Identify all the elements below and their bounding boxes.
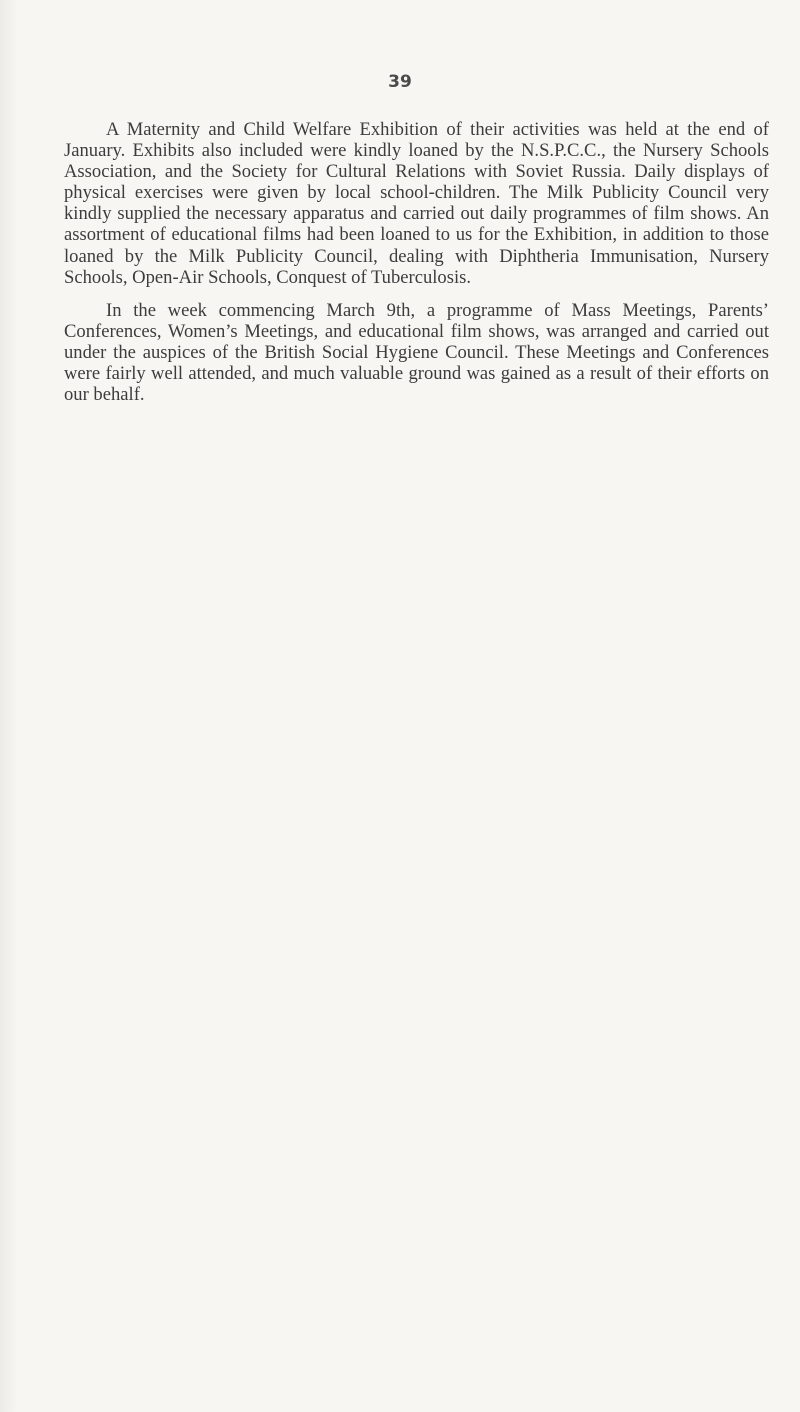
- paragraph-exhibition: A Maternity and Child Welfare Exhibition of their activities was held at the end of January. Exhibits also included were kindly loaned by the N.S.P.C.C., the Nursery Schools Association, and the Society for Cultural Relations with Soviet Russia. Daily displays of physical exercises were given by local school-children. The Milk Publicity Council very kindly supplied the necessary apparatus and carried out daily programmes of film shows. An assortment of educational films had been loaned to us for the Exhibition, in addition to those loaned by the Milk Publicity Council, dealing with Diphtheria Immunisation, Nursery Schools, Open-Air Schools, Conquest of Tuberculosis.: [64, 119, 769, 288]
- body-text: [64, 119, 769, 405]
- page-number: 39: [388, 72, 412, 92]
- paragraph-mass-meetings: In the week commencing March 9th, a programme of Mass Meetings, Parents’ Conferences, Women’s Meetings, and educational film shows, was arranged and carried out under the auspices of the British Social Hygiene Council. These Meetings and Conferences were fairly well attended, and much valuable ground was gained as a result of their efforts on our behalf.: [64, 299, 769, 406]
- page-edge-shadow: [0, 0, 18, 1412]
